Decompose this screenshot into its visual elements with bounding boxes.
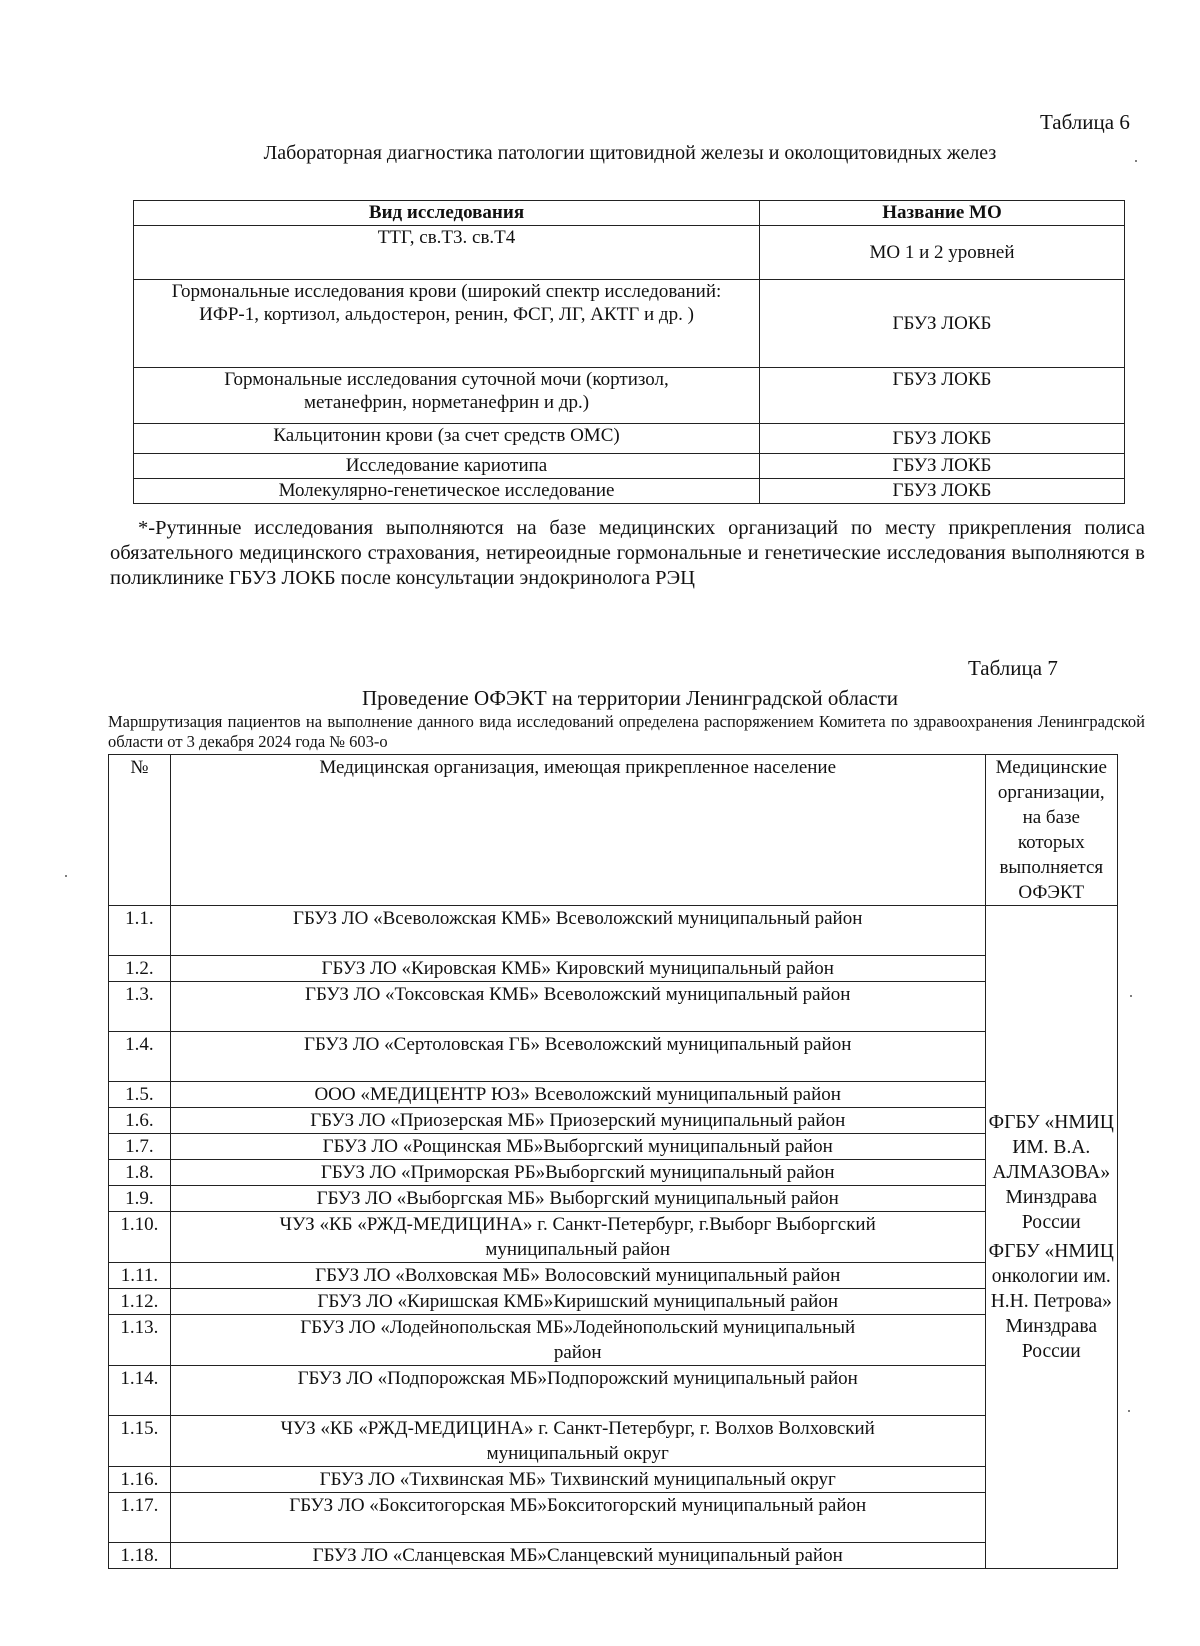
table6-study: Кальцитонин крови (за счет средств ОМС) [134, 424, 760, 454]
table-row [109, 1186, 1118, 1212]
table7-header-center: Медицинские организации, на базе которых выполняется ОФЭКТ [985, 755, 1117, 906]
table-row [134, 368, 1125, 424]
table7-label: Таблица 7 [968, 656, 1058, 680]
table-row [134, 454, 1125, 479]
table7-center-petrov: ФГБУ «НМИЦ онкологии им. Н.Н. Петрова» Минздрава России [988, 1241, 1114, 1362]
scan-speck [65, 875, 67, 877]
table7 [108, 754, 1118, 1569]
table7-row-num: 1.18. [109, 1543, 171, 1569]
table7-row-org: ГБУЗ ЛО «Волховская МБ» Волосовский муниципальный район [170, 1263, 985, 1289]
table7-row-org: ГБУЗ ЛО «Кировская КМБ» Кировский муниципальный район [170, 956, 985, 982]
table7-row-num: 1.16. [109, 1467, 171, 1493]
table7-row-num: 1.5. [109, 1082, 171, 1108]
table-row [109, 1543, 1118, 1569]
scan-speck [1135, 160, 1137, 162]
table6-study: Молекулярно-генетическое исследование [134, 479, 760, 504]
table-row [109, 1416, 1118, 1467]
table7-row-num: 1.15. [109, 1416, 171, 1467]
table-row [109, 1160, 1118, 1186]
table-row [109, 1289, 1118, 1315]
table-row [109, 1263, 1118, 1289]
table-row [134, 479, 1125, 504]
table6-note [110, 516, 1145, 591]
table-row [109, 1366, 1118, 1416]
table7-row-num: 1.13. [109, 1315, 171, 1366]
table6-mo: ГБУЗ ЛОКБ [760, 454, 1125, 479]
table7-row-num: 1.17. [109, 1493, 171, 1543]
table7-row-org: ГБУЗ ЛО «Выборгская МБ» Выборгский муниципальный район [170, 1186, 985, 1212]
table7-header-org: Медицинская организация, имеющая прикрепленное население [170, 755, 985, 906]
table7-row-org: ГБУЗ ЛО «Бокситогорская МБ»Бокситогорский муниципальный район [170, 1493, 985, 1543]
table7-row-num: 1.7. [109, 1134, 171, 1160]
table7-row-num: 1.3. [109, 982, 171, 1032]
table6-mo: ГБУЗ ЛОКБ [760, 424, 1125, 454]
table-row [109, 1467, 1118, 1493]
table7-row-org: ГБУЗ ЛО «Приморская РБ»Выборгский муниципальный район [170, 1160, 985, 1186]
table7-row-org: ГБУЗ ЛО «Подпорожская МБ»Подпорожский муниципальный район [170, 1366, 985, 1416]
table7-row-org: ГБУЗ ЛО «Приозерская МБ» Приозерский муниципальный район [170, 1108, 985, 1134]
table6-label: Таблица 6 [1040, 110, 1130, 134]
table7-row-org: ЧУЗ «КБ «РЖД-МЕДИЦИНА» г. Санкт-Петербург, г.Выборг Выборгский муниципальный район [170, 1212, 985, 1263]
table7-row-num: 1.10. [109, 1212, 171, 1263]
table-row [109, 1134, 1118, 1160]
table7-row-num: 1.8. [109, 1160, 171, 1186]
table7-row-num: 1.14. [109, 1366, 171, 1416]
table7-row-org: ГБУЗ ЛО «Сланцевская МБ»Сланцевский муниципальный район [170, 1543, 985, 1569]
table7-header-num: № [109, 755, 171, 906]
table6-study: ТТГ, св.Т3. св.Т4 [134, 226, 760, 280]
table-row [109, 1493, 1118, 1543]
table6-title: Лабораторная диагностика патологии щитовидной железы и околощитовидных желез [263, 142, 997, 164]
table7-row-org: ГБУЗ ЛО «Тихвинская МБ» Тихвинский муниципальный округ [170, 1467, 985, 1493]
table6-note-text: *-Рутинные исследования выполняются на базе медицинских организаций по месту прикрепления полиса обязательного медицинского страхования, нетиреоидные гормональные и генетические исследования выполняются в поликлинике ГБУЗ ЛОКБ после консультации эндокринолога РЭЦ [110, 517, 1145, 589]
table-row [109, 1032, 1118, 1082]
table7-row-org: ГБУЗ ЛО «Киришская КМБ»Киришский муниципальный район [170, 1289, 985, 1315]
table-row [109, 906, 1118, 956]
table-row [109, 1315, 1118, 1366]
table7-row-num: 1.1. [109, 906, 171, 956]
table7-row-num: 1.4. [109, 1032, 171, 1082]
table7-row-org: ЧУЗ «КБ «РЖД-МЕДИЦИНА» г. Санкт-Петербург, г. Волхов Волховский муниципальный округ [170, 1416, 985, 1467]
table7-row-num: 1.2. [109, 956, 171, 982]
table7-row-num: 1.6. [109, 1108, 171, 1134]
table7-row-org: ГБУЗ ЛО «Всеволожская КМБ» Всеволожский муниципальный район [170, 906, 985, 956]
table-row [134, 226, 1125, 280]
table6-mo: МО 1 и 2 уровней [760, 226, 1125, 280]
table6-header-mo: Название МО [760, 201, 1125, 226]
table7-title: Проведение ОФЭКТ на территории Ленинградской области [361, 686, 899, 710]
table7-row-num: 1.11. [109, 1263, 171, 1289]
table7-row-org: ГБУЗ ЛО «Рощинская МБ»Выборгский муниципальный район [170, 1134, 985, 1160]
table6 [133, 200, 1125, 504]
table7-row-org: ГБУЗ ЛО «Лодейнопольская МБ»Лодейнопольский муниципальный район [170, 1315, 985, 1366]
table7-row-org: ООО «МЕДИЦЕНТР ЮЗ» Всеволожский муниципальный район [170, 1082, 985, 1108]
table7-center-almazov: ФГБУ «НМИЦ ИМ. В.А. АЛМАЗОВА» Минздрава России [988, 1112, 1114, 1233]
table6-mo: ГБУЗ ЛОКБ [760, 368, 1125, 424]
table-row [134, 280, 1125, 368]
table6-study: Исследование кариотипа [134, 454, 760, 479]
table6-mo: ГБУЗ ЛОКБ [760, 479, 1125, 504]
table7-row-num: 1.9. [109, 1186, 171, 1212]
table-row [109, 1212, 1118, 1263]
table-row [109, 982, 1118, 1032]
table7-subtitle: Маршрутизация пациентов на выполнение данного вида исследований определена распоряжением Комитета по здравоохранения Ленинградской области от 3 декабря 2024 года № 603-о [108, 712, 1145, 751]
table7-row-org: ГБУЗ ЛО «Токсовская КМБ» Всеволожский муниципальный район [170, 982, 985, 1032]
table-row [134, 424, 1125, 454]
scan-speck [1128, 1410, 1130, 1412]
table6-mo: ГБУЗ ЛОКБ [760, 280, 1125, 368]
table7-row-org: ГБУЗ ЛО «Сертоловская ГБ» Всеволожский муниципальный район [170, 1032, 985, 1082]
table-row [109, 1108, 1118, 1134]
scan-speck [1130, 995, 1132, 997]
table-row [109, 1082, 1118, 1108]
table6-study: Гормональные исследования суточной мочи (кортизол, метанефрин, норметанефрин и др.) [134, 368, 760, 424]
table7-row-num: 1.12. [109, 1289, 171, 1315]
table7-centers [985, 906, 1117, 1569]
table-row [109, 956, 1118, 982]
table6-header-study: Вид исследования [134, 201, 760, 226]
table6-study: Гормональные исследования крови (широкий спектр исследований: ИФР-1, кортизол, альдостерон, ренин, ФСГ, ЛГ, АКТГ и др. ) [134, 280, 760, 368]
